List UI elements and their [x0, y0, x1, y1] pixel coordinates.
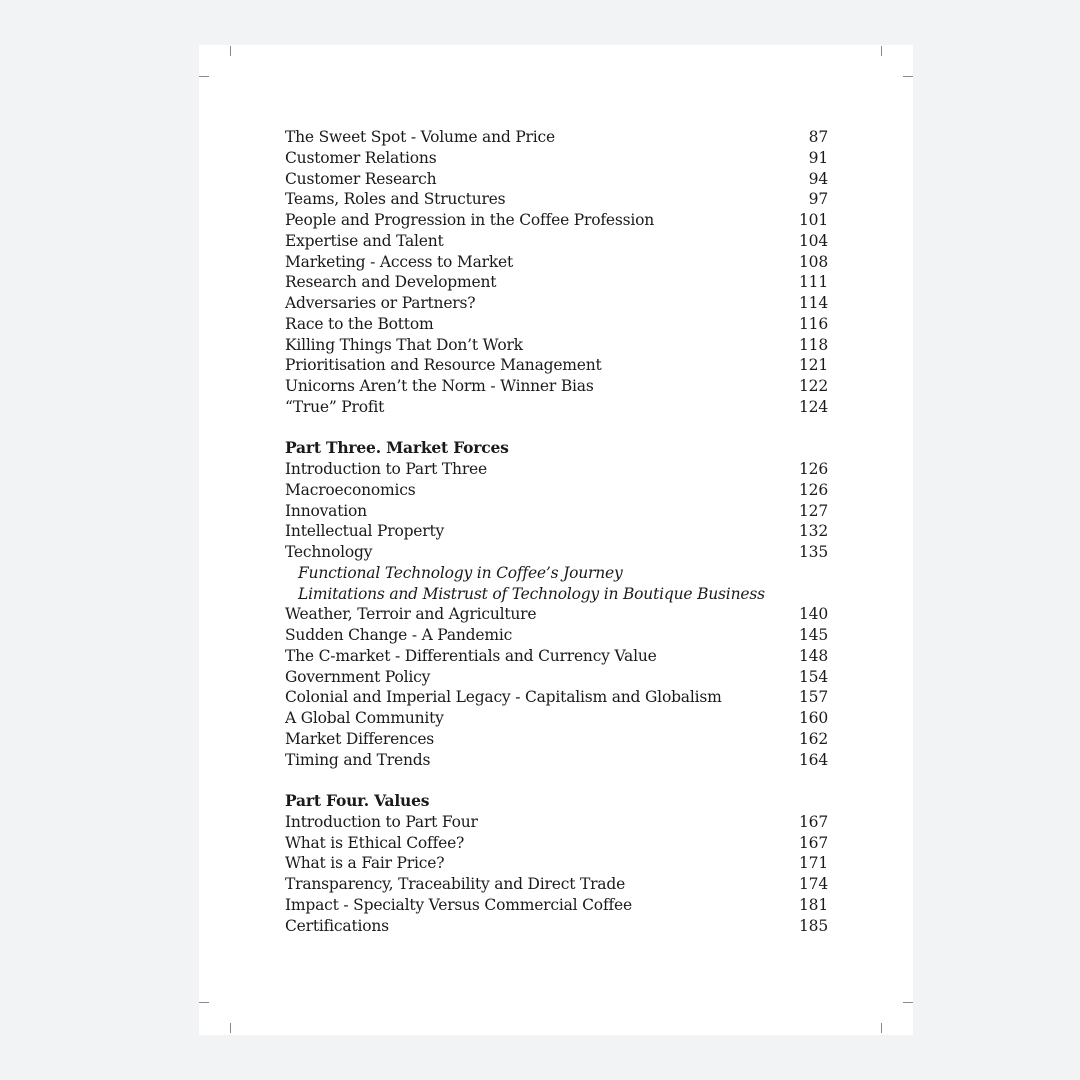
toc-entry-title: The C-market - Differentials and Currency Value [285, 646, 657, 665]
toc-entry [285, 646, 828, 667]
toc-entry-page: 185 [799, 916, 828, 935]
toc-entry-title: What is a Fair Price? [285, 854, 445, 873]
toc-subentry [285, 584, 828, 605]
toc-entry-page: 111 [799, 273, 828, 292]
part-heading [285, 791, 828, 812]
crop-mark [881, 1023, 882, 1033]
toc-entry [285, 355, 828, 376]
toc-entry-title: Transparency, Traceability and Direct Trade [285, 875, 626, 893]
toc-entry-page: 104 [799, 231, 828, 250]
toc-entry-page: 181 [799, 895, 828, 914]
toc-entry-page: 154 [799, 667, 828, 686]
toc-entry [285, 293, 828, 314]
toc-entry [285, 148, 828, 169]
toc-entry [285, 272, 828, 293]
part-heading [285, 438, 828, 459]
toc-entry [285, 812, 828, 833]
toc-entry-page: 108 [799, 252, 828, 271]
toc-entry-page: 121 [799, 356, 828, 375]
toc-entry [285, 169, 828, 190]
part-three-heading: Part Three. Market Forces [285, 438, 509, 458]
toc-entry-page: 127 [799, 501, 828, 520]
table-of-contents [285, 127, 828, 936]
toc-entry-title: Weather, Terroir and Agriculture [285, 605, 537, 624]
toc-entry [285, 231, 828, 252]
toc-entry-title: Customer Research [285, 169, 437, 188]
toc-entry [285, 604, 828, 625]
toc-entry-title: A Global Community [285, 709, 444, 727]
toc-entry-title: Macroeconomics [285, 480, 416, 499]
toc-entry [285, 542, 828, 563]
crop-mark [903, 76, 913, 77]
toc-entry-page: 174 [799, 875, 828, 893]
toc-entry [285, 480, 828, 501]
toc-entry-page: 118 [799, 335, 828, 354]
section-spacer [285, 418, 828, 439]
toc-entry-title: People and Progression in the Coffee Profession [285, 211, 655, 229]
toc-entry [285, 895, 828, 916]
toc-entry-title: Colonial and Imperial Legacy - Capitalism and Globalism [285, 688, 722, 707]
toc-entry-page: 140 [799, 605, 828, 624]
toc-entry-page: 160 [799, 709, 828, 727]
toc-entry [285, 667, 828, 688]
toc-entry-page: 148 [799, 646, 828, 665]
toc-entry-title: Killing Things That Don’t Work [285, 335, 523, 354]
crop-mark [903, 1002, 913, 1003]
crop-mark [881, 46, 882, 56]
toc-entry-page: 157 [799, 688, 828, 707]
toc-entry-title: Adversaries or Partners? [285, 294, 476, 312]
toc-entry-page: 116 [799, 314, 828, 333]
toc-entry-page: 126 [799, 480, 828, 499]
toc-entry-title: Technology [285, 543, 373, 561]
crop-mark [199, 76, 209, 77]
crop-mark [230, 1023, 231, 1033]
toc-entry-title: Timing and Trends [285, 750, 431, 769]
toc-entry-title: Government Policy [285, 667, 431, 686]
toc-entry-page: 167 [799, 833, 828, 852]
toc-entry-page: 162 [799, 729, 828, 748]
toc-entry-page: 124 [799, 397, 828, 416]
book-page [199, 45, 913, 1035]
toc-entry-title: Introduction to Part Three [285, 460, 487, 478]
toc-entry-page: 97 [808, 190, 828, 209]
toc-entry [285, 252, 828, 273]
toc-entry-title: Prioritisation and Resource Management [285, 356, 602, 375]
toc-entry-title: Race to the Bottom [285, 314, 434, 333]
toc-entry-page: 145 [799, 626, 828, 644]
toc-entry [285, 833, 828, 854]
toc-entry [285, 501, 828, 522]
toc-entry-page: 171 [799, 854, 828, 873]
toc-entry-title: Innovation [285, 501, 367, 520]
toc-entry [285, 708, 828, 729]
toc-entry [285, 916, 828, 937]
toc-entry-page: 132 [799, 522, 828, 541]
toc-entry-title: Research and Development [285, 273, 497, 292]
toc-entry [285, 625, 828, 646]
toc-entry-title: Marketing - Access to Market [285, 252, 514, 271]
toc-entry [285, 874, 828, 895]
toc-entry-page: 87 [808, 128, 828, 146]
toc-entry-page: 91 [808, 148, 828, 167]
toc-entry-title: Market Differences [285, 729, 435, 748]
toc-subentry-title: Limitations and Mistrust of Technology in Boutique Business [298, 584, 765, 603]
toc-entry [285, 521, 828, 542]
crop-mark [199, 1002, 209, 1003]
part-four-heading: Part Four. Values [285, 791, 430, 810]
toc-entry [285, 210, 828, 231]
toc-entry [285, 459, 828, 480]
toc-entry-title: Intellectual Property [285, 522, 445, 541]
toc-entry-page: 114 [799, 294, 828, 312]
toc-entry-title: Expertise and Talent [285, 231, 444, 250]
section-spacer [285, 770, 828, 791]
toc-entry [285, 397, 828, 418]
toc-entry-title: Unicorns Aren’t the Norm - Winner Bias [285, 377, 594, 395]
toc-entry-page: 135 [799, 543, 828, 561]
toc-entry-page: 94 [808, 169, 828, 188]
toc-entry-page: 101 [799, 211, 828, 229]
toc-entry [285, 335, 828, 356]
toc-entry-title: Impact - Specialty Versus Commercial Coffee [285, 895, 632, 914]
crop-mark [230, 46, 231, 56]
toc-entry-page: 164 [799, 750, 828, 769]
toc-entry-page: 126 [799, 460, 828, 478]
toc-entry [285, 314, 828, 335]
toc-entry-page: 122 [799, 377, 828, 395]
toc-entry-title: Introduction to Part Four [285, 812, 478, 831]
toc-entry [285, 853, 828, 874]
toc-entry-title: The Sweet Spot - Volume and Price [285, 128, 555, 146]
toc-entry [285, 729, 828, 750]
toc-entry [285, 189, 828, 210]
toc-entry-title: Sudden Change - A Pandemic [285, 626, 513, 644]
toc-entry-title: Certifications [285, 916, 389, 935]
toc-entry [285, 750, 828, 771]
toc-entry [285, 376, 828, 397]
toc-entry-page: 167 [799, 812, 828, 831]
toc-entry [285, 687, 828, 708]
toc-entry-title: “True” Profit [285, 397, 385, 416]
toc-subentry-title: Functional Technology in Coffee’s Journey [298, 563, 623, 582]
toc-entry-title: Customer Relations [285, 148, 437, 167]
toc-entry [285, 127, 828, 148]
toc-subentry [285, 563, 828, 584]
toc-entry-title: Teams, Roles and Structures [285, 190, 506, 209]
toc-entry-title: What is Ethical Coffee? [285, 833, 465, 852]
